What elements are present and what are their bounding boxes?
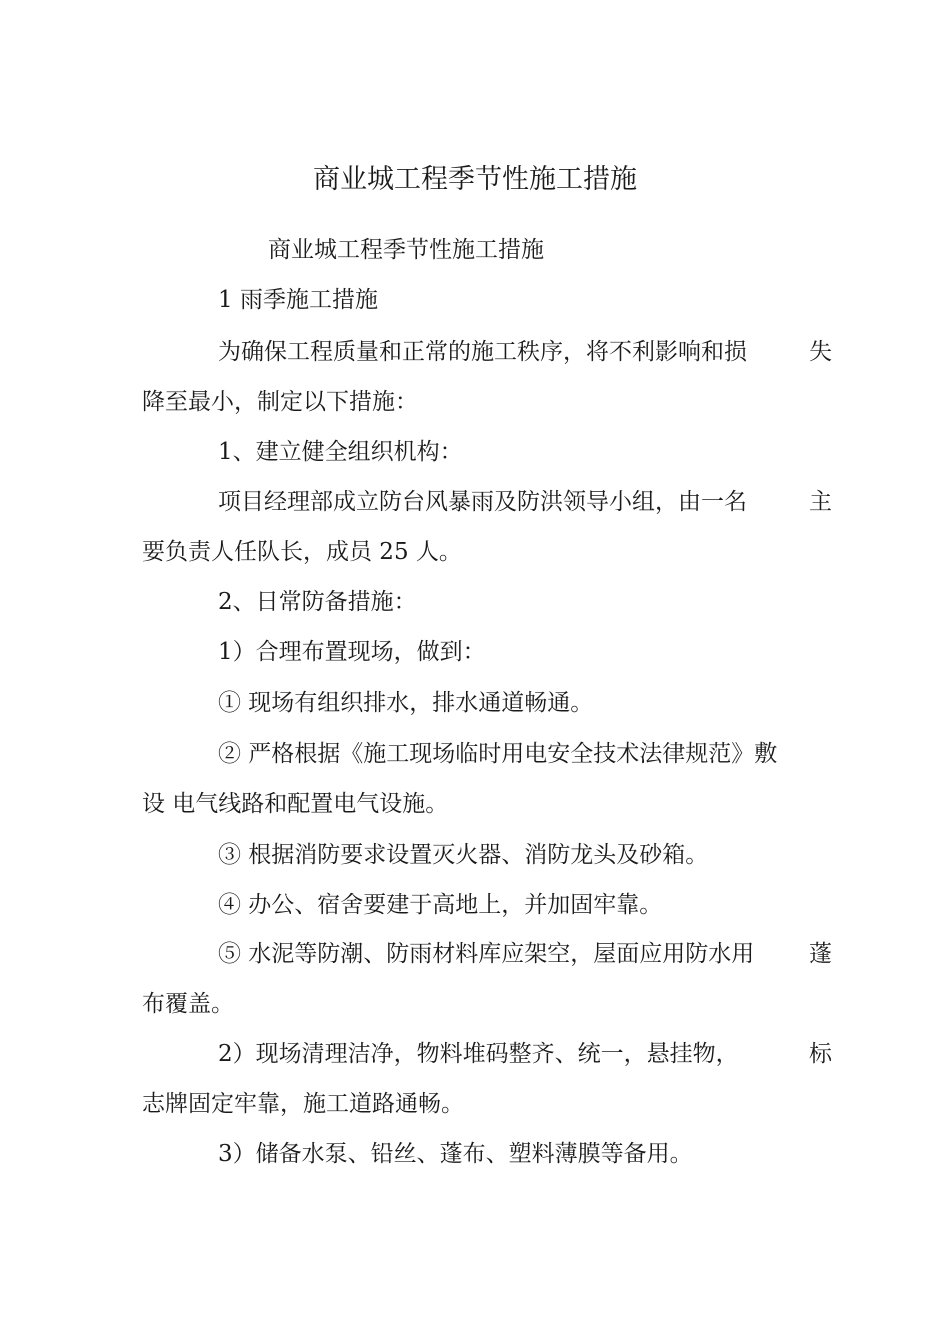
point-2-line-2: 设 电气线路和配置电气设施。: [142, 791, 449, 817]
point-5-line-2: 布覆盖。: [142, 991, 234, 1017]
item-1-line-1: [142, 485, 832, 519]
point-5-line-1: [142, 937, 832, 971]
point-5-line-1-end: 蓬: [809, 941, 832, 967]
point-5-line-1-text: ⑤ 水泥等防潮、防雨材料库应架空，屋面应用防水用: [218, 941, 755, 967]
intro-line-1-text: 为确保工程质量和正常的施工秩序，将不利影响和损: [218, 339, 747, 365]
section-heading: 1 雨季施工措施: [218, 287, 378, 313]
sub-3: 3）储备水泵、铅丝、蓬布、塑料薄膜等备用。: [218, 1141, 693, 1167]
sub-2-line-1: [142, 1037, 832, 1071]
subtitle: 商业城工程季节性施工措施: [268, 237, 544, 263]
point-1: ① 现场有组织排水，排水通道畅通。: [218, 690, 594, 716]
sub-2-line-1-text: 2）现场清理洁净，物料堆码整齐、统一，悬挂物，: [218, 1041, 739, 1067]
document-title: 商业城工程季节性施工措施: [313, 164, 637, 195]
item-1-line-1-text: 项目经理部成立防台风暴雨及防洪领导小组，由一名: [218, 489, 747, 515]
sub-2-line-1-end: 标: [809, 1041, 832, 1067]
intro-line-1: [142, 335, 832, 369]
point-4: ④ 办公、宿舍要建于高地上，并加固牢靠。: [218, 892, 663, 918]
item-1-line-1-end: 主: [809, 489, 832, 515]
point-3: ③ 根据消防要求设置灭火器、消防龙头及砂箱。: [218, 842, 709, 868]
sub-2-line-2: 志牌固定牢靠，施工道路通畅。: [142, 1091, 464, 1117]
item-1-heading: 1、建立健全组织机构：: [218, 439, 463, 465]
item-1-line-2: 要负责人任队长，成员 25 人。: [142, 539, 462, 565]
point-2-line-1: ② 严格根据《施工现场临时用电安全技术法律规范》敷: [218, 741, 778, 767]
intro-line-1-end: 失: [809, 339, 832, 365]
sub-1-heading: 1）合理布置现场，做到：: [218, 639, 486, 665]
intro-line-2: 降至最小，制定以下措施：: [142, 389, 418, 415]
item-2-heading: 2、日常防备措施：: [218, 589, 417, 615]
